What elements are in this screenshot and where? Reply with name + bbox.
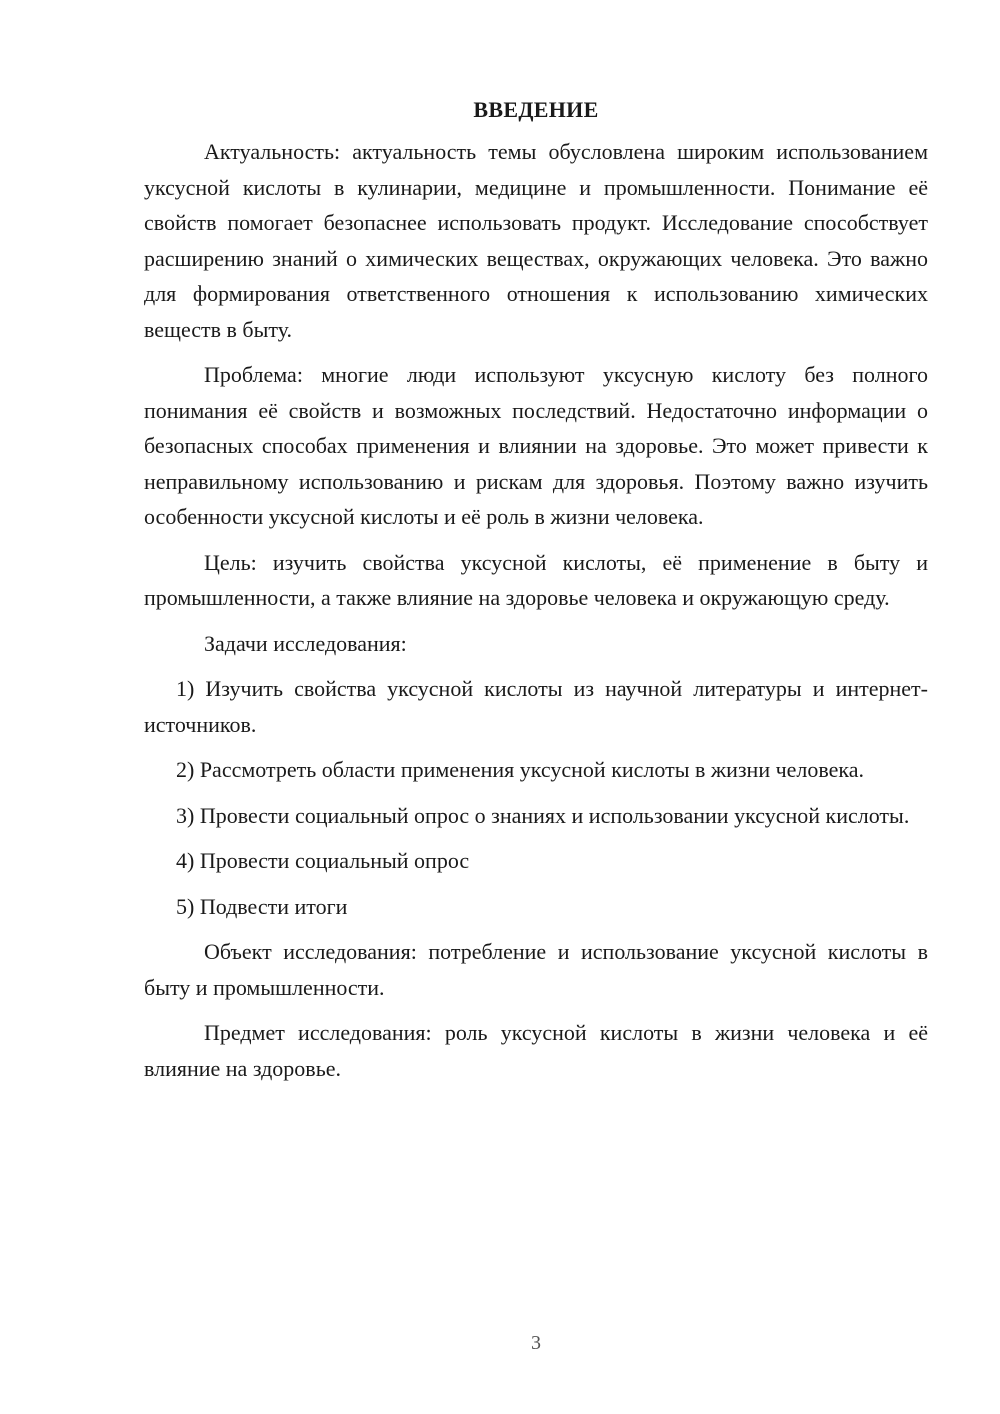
task-item-1: 1) Изучить свойства уксусной кислоты из научной литературы и интернет-источников. [144,676,928,737]
task-item-2: 2) Рассмотреть области применения уксусной кислоты в жизни человека. [176,757,865,782]
document-page [144,92,928,1096]
goal-paragraph: Цель: изучить свойства уксусной кислоты, её применение в быту и промышленности, а также влияние на здоровье человека и окружающую среду. [144,549,928,610]
problem-paragraph: Проблема: многие люди используют уксусную кислоту без полного понимания её свойств и возможных последствий. Недостаточно информации о безопасных способах применения и влиянии на здоровье. Это может привести к неправильному использованию и рискам для здоровья. Поэтому важно изучить особенности уксусной кислоты и её роль в жизни человека. [144,362,928,529]
task-item-5: 5) Подвести итоги [176,893,348,919]
task-item-4: 4) Провести социальный опрос [176,848,470,873]
tasks-heading: Задачи исследования: [204,630,407,656]
object-paragraph: Объект исследования: потребление и использование уксусной кислоты в быту и промышленности. [144,939,928,1000]
subject-paragraph: Предмет исследования: роль уксусной кислоты в жизни человека и её влияние на здоровье. [144,1020,928,1081]
task-item-3: 3) Провести социальный опрос о знаниях и использовании уксусной кислоты. [176,802,910,828]
relevance-paragraph: Актуальность: актуальность темы обусловлена широким использованием уксусной кислоты в кулинарии, медицине и промышленности. Понимание её свойств помогает безопаснее использовать продукт. Исследование способствует расширению знаний о химических веществах, окружающих человека. Это важно для формирования ответственного отношения к использованию химических веществ в быту. [144,139,928,342]
page-title: ВВЕДЕНИЕ [473,97,599,122]
page-number: 3 [531,1332,541,1354]
